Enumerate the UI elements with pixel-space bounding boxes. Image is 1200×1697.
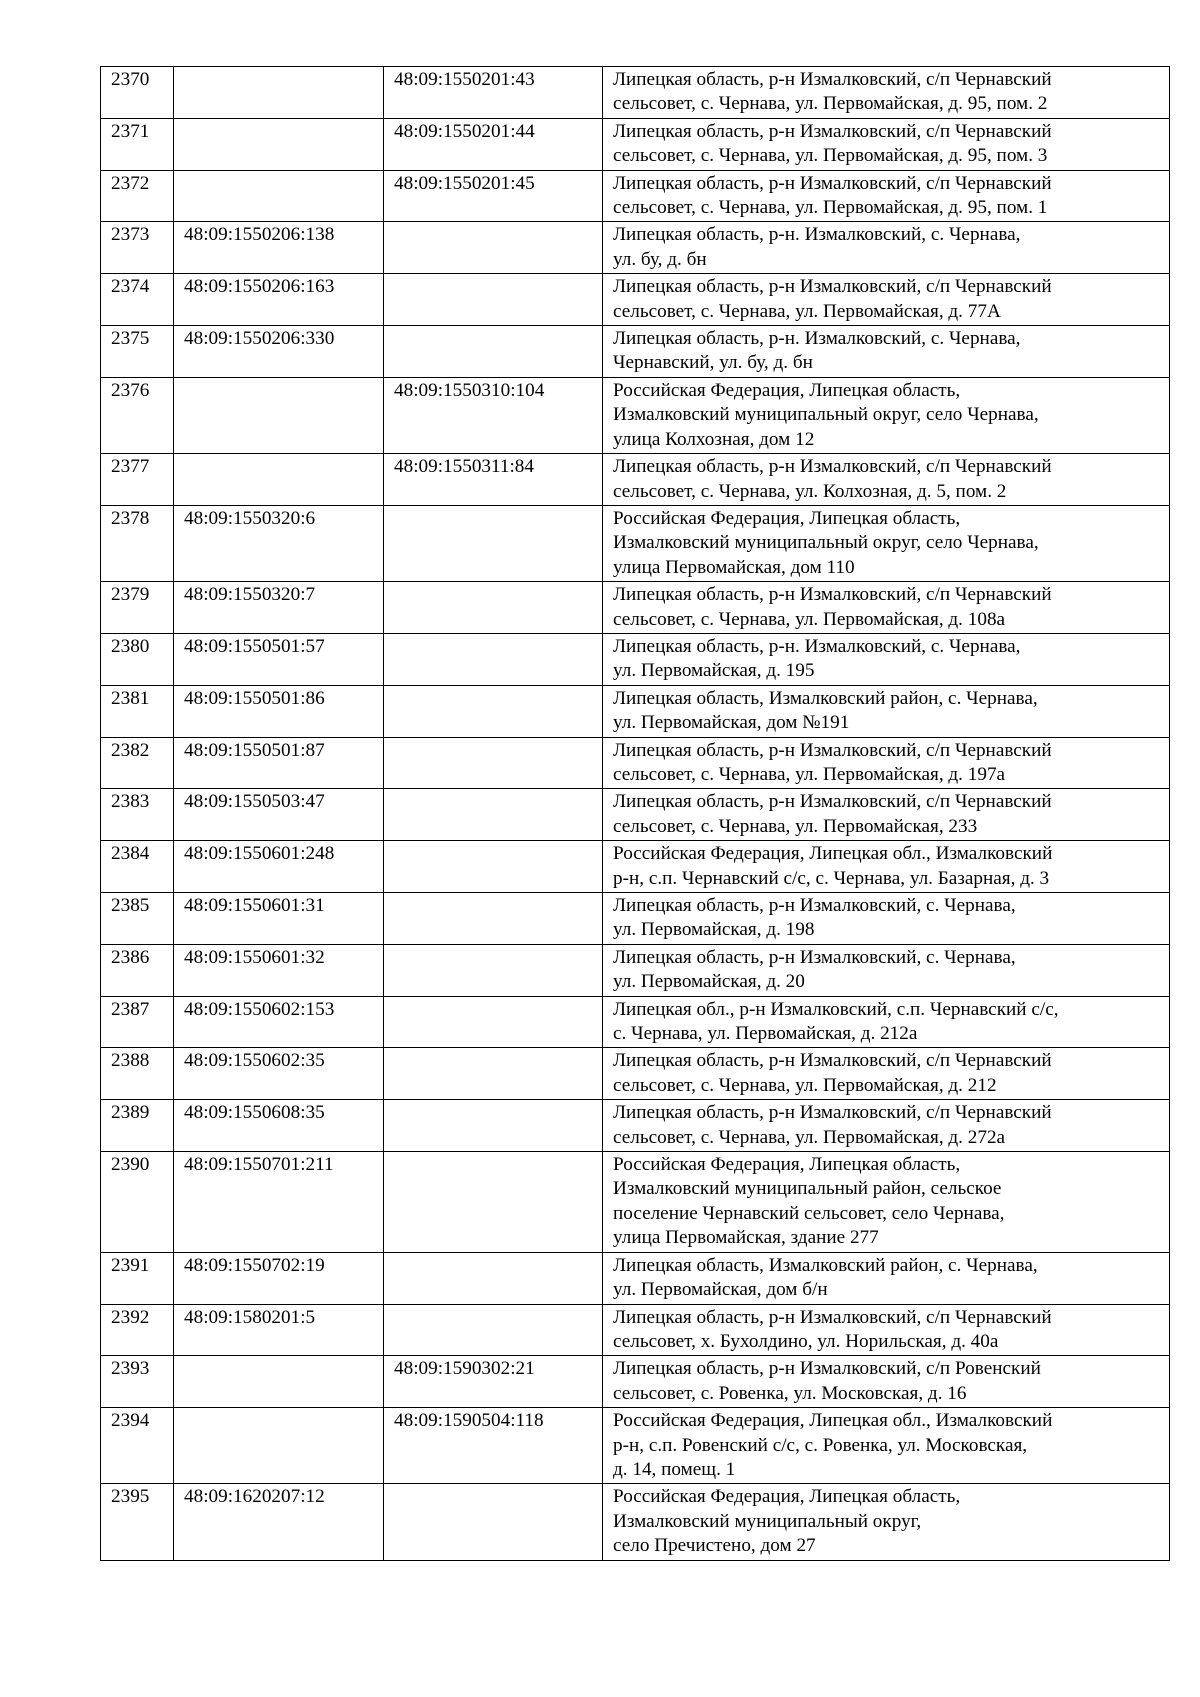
address-cell: Липецкая область, Измалковский район, с. Чернава, ул. Первомайская, дом №191 [603, 685, 1170, 737]
row-number-cell: 2375 [101, 326, 174, 378]
address-cell: Российская Федерация, Липецкая область, Измалковский муниципальный округ, село Пречистено, дом 27 [603, 1484, 1170, 1560]
table-row [101, 1100, 1170, 1152]
table-row [101, 1048, 1170, 1100]
building-cadastral-number-cell [174, 170, 384, 222]
premises-cadastral-number-cell [384, 582, 603, 634]
premises-cadastral-number-cell [384, 222, 603, 274]
address-cell: Липецкая область, р-н Измалковский, с. Чернава, ул. Первомайская, д. 20 [603, 944, 1170, 996]
row-number-cell: 2393 [101, 1356, 174, 1408]
row-number-cell: 2382 [101, 737, 174, 789]
address-cell: Липецкая область, р-н Измалковский, с/п Чернавский сельсовет, с. Чернава, ул. Первомайская, д. 272а [603, 1100, 1170, 1152]
building-cadastral-number-cell [174, 377, 384, 453]
row-number-cell: 2394 [101, 1408, 174, 1484]
building-cadastral-number-cell: 48:09:1550601:31 [174, 893, 384, 945]
address-cell: Липецкая обл., р-н Измалковский, с.п. Чернавский с/с, с. Чернава, ул. Первомайская, д. 212а [603, 996, 1170, 1048]
building-cadastral-number-cell: 48:09:1550501:87 [174, 737, 384, 789]
address-cell: Российская Федерация, Липецкая область, Измалковский муниципальный округ, село Чернава, улица Колхозная, дом 12 [603, 377, 1170, 453]
premises-cadastral-number-cell [384, 633, 603, 685]
premises-cadastral-number-cell: 48:09:1550201:45 [384, 170, 603, 222]
address-cell: Липецкая область, р-н. Измалковский, с. Чернава, ул. Первомайская, д. 195 [603, 633, 1170, 685]
building-cadastral-number-cell: 48:09:1550602:35 [174, 1048, 384, 1100]
table-row [101, 326, 1170, 378]
premises-cadastral-number-cell [384, 685, 603, 737]
row-number-cell: 2376 [101, 377, 174, 453]
row-number-cell: 2371 [101, 118, 174, 170]
row-number-cell: 2379 [101, 582, 174, 634]
table-row [101, 789, 1170, 841]
building-cadastral-number-cell [174, 1356, 384, 1408]
premises-cadastral-number-cell [384, 996, 603, 1048]
address-cell: Российская Федерация, Липецкая область, Измалковский муниципальный район, сельское поселение Чернавский сельсовет, село Чернава, улица Первомайская, здание 277 [603, 1152, 1170, 1253]
row-number-cell: 2377 [101, 454, 174, 506]
table-row [101, 1356, 1170, 1408]
table-row [101, 170, 1170, 222]
table-row [101, 685, 1170, 737]
address-cell: Липецкая область, р-н Измалковский, с/п Чернавский сельсовет, с. Чернава, ул. Первомайская, д. 108а [603, 582, 1170, 634]
table-row [101, 1252, 1170, 1304]
table-row [101, 274, 1170, 326]
row-number-cell: 2373 [101, 222, 174, 274]
building-cadastral-number-cell: 48:09:1550206:138 [174, 222, 384, 274]
building-cadastral-number-cell: 48:09:1550503:47 [174, 789, 384, 841]
building-cadastral-number-cell: 48:09:1550701:211 [174, 1152, 384, 1253]
row-number-cell: 2374 [101, 274, 174, 326]
building-cadastral-number-cell: 48:09:1550601:32 [174, 944, 384, 996]
address-cell: Липецкая область, Измалковский район, с. Чернава, ул. Первомайская, дом б/н [603, 1252, 1170, 1304]
address-cell: Липецкая область, р-н Измалковский, с/п Чернавский сельсовет, с. Чернава, ул. Колхозная, д. 5, пом. 2 [603, 454, 1170, 506]
address-cell: Липецкая область, р-н Измалковский, с/п Чернавский сельсовет, с. Чернава, ул. Первомайская, 233 [603, 789, 1170, 841]
row-number-cell: 2386 [101, 944, 174, 996]
building-cadastral-number-cell: 48:09:1620207:12 [174, 1484, 384, 1560]
table-row [101, 1304, 1170, 1356]
address-cell: Липецкая область, р-н Измалковский, с/п Чернавский сельсовет, с. Чернава, ул. Первомайская, д. 95, пом. 1 [603, 170, 1170, 222]
table-row [101, 841, 1170, 893]
table-row [101, 944, 1170, 996]
table-row [101, 582, 1170, 634]
building-cadastral-number-cell: 48:09:1580201:5 [174, 1304, 384, 1356]
address-cell: Липецкая область, р-н. Измалковский, с. Чернава, Чернавский, ул. бу, д. бн [603, 326, 1170, 378]
address-cell: Липецкая область, р-н Измалковский, с. Чернава, ул. Первомайская, д. 198 [603, 893, 1170, 945]
building-cadastral-number-cell [174, 118, 384, 170]
table-row [101, 377, 1170, 453]
row-number-cell: 2372 [101, 170, 174, 222]
premises-cadastral-number-cell [384, 1304, 603, 1356]
address-cell: Липецкая область, р-н Измалковский, с/п Чернавский сельсовет, с. Чернава, ул. Первомайская, д. 95, пом. 3 [603, 118, 1170, 170]
building-cadastral-number-cell: 48:09:1550206:163 [174, 274, 384, 326]
premises-cadastral-number-cell: 48:09:1550201:44 [384, 118, 603, 170]
building-cadastral-number-cell: 48:09:1550501:86 [174, 685, 384, 737]
table-row [101, 996, 1170, 1048]
building-cadastral-number-cell: 48:09:1550601:248 [174, 841, 384, 893]
table-row [101, 1484, 1170, 1560]
address-cell: Российская Федерация, Липецкая область, Измалковский муниципальный округ, село Чернава, улица Первомайская, дом 110 [603, 505, 1170, 581]
building-cadastral-number-cell [174, 454, 384, 506]
row-number-cell: 2378 [101, 505, 174, 581]
address-cell: Липецкая область, р-н Измалковский, с/п Ровенский сельсовет, с. Ровенка, ул. Московская, д. 16 [603, 1356, 1170, 1408]
address-cell: Липецкая область, р-н Измалковский, с/п Чернавский сельсовет, с. Чернава, ул. Первомайская, д. 95, пом. 2 [603, 67, 1170, 119]
address-cell: Липецкая область, р-н. Измалковский, с. Чернава, ул. бу, д. бн [603, 222, 1170, 274]
premises-cadastral-number-cell [384, 944, 603, 996]
address-cell: Российская Федерация, Липецкая обл., Измалковский р-н, с.п. Чернавский с/с, с. Чернава, ул. Базарная, д. 3 [603, 841, 1170, 893]
premises-cadastral-number-cell: 48:09:1550201:43 [384, 67, 603, 119]
row-number-cell: 2383 [101, 789, 174, 841]
premises-cadastral-number-cell [384, 274, 603, 326]
premises-cadastral-number-cell [384, 737, 603, 789]
building-cadastral-number-cell [174, 67, 384, 119]
premises-cadastral-number-cell [384, 1484, 603, 1560]
premises-cadastral-number-cell [384, 326, 603, 378]
table-row [101, 633, 1170, 685]
building-cadastral-number-cell: 48:09:1550320:6 [174, 505, 384, 581]
row-number-cell: 2388 [101, 1048, 174, 1100]
table-row [101, 454, 1170, 506]
row-number-cell: 2392 [101, 1304, 174, 1356]
table-row [101, 118, 1170, 170]
table-row [101, 1152, 1170, 1253]
table-row [101, 893, 1170, 945]
row-number-cell: 2370 [101, 67, 174, 119]
row-number-cell: 2390 [101, 1152, 174, 1253]
row-number-cell: 2384 [101, 841, 174, 893]
registry-table [100, 66, 1170, 1561]
premises-cadastral-number-cell: 48:09:1550311:84 [384, 454, 603, 506]
address-cell: Липецкая область, р-н Измалковский, с/п Чернавский сельсовет, с. Чернава, ул. Первомайская, д. 77А [603, 274, 1170, 326]
premises-cadastral-number-cell [384, 1252, 603, 1304]
premises-cadastral-number-cell [384, 841, 603, 893]
address-cell: Липецкая область, р-н Измалковский, с/п Чернавский сельсовет, с. Чернава, ул. Первомайская, д. 212 [603, 1048, 1170, 1100]
premises-cadastral-number-cell [384, 789, 603, 841]
table-row [101, 67, 1170, 119]
building-cadastral-number-cell [174, 1408, 384, 1484]
row-number-cell: 2381 [101, 685, 174, 737]
premises-cadastral-number-cell [384, 1048, 603, 1100]
building-cadastral-number-cell: 48:09:1550501:57 [174, 633, 384, 685]
building-cadastral-number-cell: 48:09:1550206:330 [174, 326, 384, 378]
address-cell: Липецкая область, р-н Измалковский, с/п Чернавский сельсовет, х. Бухолдино, ул. Норильская, д. 40а [603, 1304, 1170, 1356]
building-cadastral-number-cell: 48:09:1550608:35 [174, 1100, 384, 1152]
premises-cadastral-number-cell [384, 893, 603, 945]
building-cadastral-number-cell: 48:09:1550702:19 [174, 1252, 384, 1304]
premises-cadastral-number-cell: 48:09:1550310:104 [384, 377, 603, 453]
row-number-cell: 2395 [101, 1484, 174, 1560]
premises-cadastral-number-cell [384, 1152, 603, 1253]
row-number-cell: 2380 [101, 633, 174, 685]
table-row [101, 222, 1170, 274]
premises-cadastral-number-cell [384, 505, 603, 581]
address-cell: Российская Федерация, Липецкая обл., Измалковский р-н, с.п. Ровенский с/с, с. Ровенка, ул. Московская, д. 14, помещ. 1 [603, 1408, 1170, 1484]
table-row [101, 1408, 1170, 1484]
building-cadastral-number-cell: 48:09:1550602:153 [174, 996, 384, 1048]
row-number-cell: 2387 [101, 996, 174, 1048]
premises-cadastral-number-cell [384, 1100, 603, 1152]
premises-cadastral-number-cell: 48:09:1590504:118 [384, 1408, 603, 1484]
table-row [101, 737, 1170, 789]
premises-cadastral-number-cell: 48:09:1590302:21 [384, 1356, 603, 1408]
row-number-cell: 2389 [101, 1100, 174, 1152]
building-cadastral-number-cell: 48:09:1550320:7 [174, 582, 384, 634]
table-row [101, 505, 1170, 581]
registry-table-body [101, 67, 1170, 1561]
address-cell: Липецкая область, р-н Измалковский, с/п Чернавский сельсовет, с. Чернава, ул. Первомайская, д. 197а [603, 737, 1170, 789]
row-number-cell: 2391 [101, 1252, 174, 1304]
row-number-cell: 2385 [101, 893, 174, 945]
